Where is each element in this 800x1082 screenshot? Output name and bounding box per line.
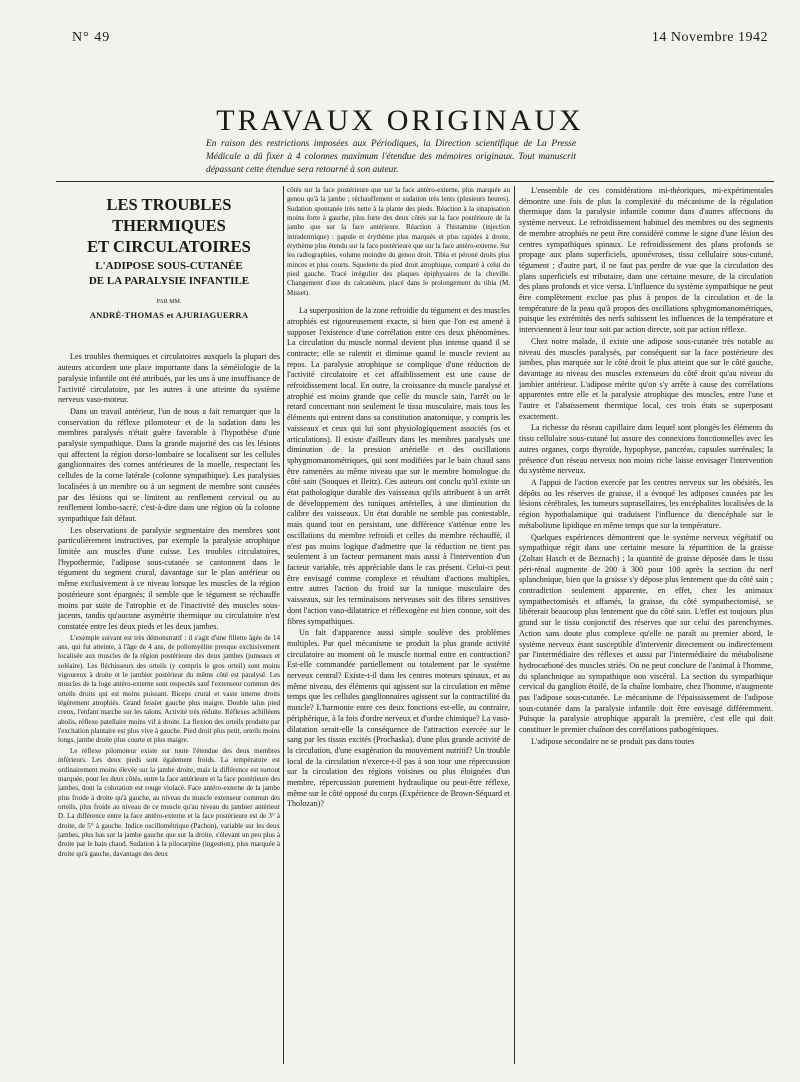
paragraph: Chez notre malade, il existe une adipose sous-cutanée très notable au niveau des muscles paralysés, par conséquent sur la face postérieure des jambes, plus marquée sur le côté droit le plus atteint que sur le côté gauche, davantage au niveau des muscles extenseurs du côté droit qu'au niveau du jambier antérieur. L'adipose mérite qu'on s'y arrête à cause des corrélations apparentes entre elle et la paralysie atrophique des muscles, entre l'une et l'autre et l'abaissement thermique local, ces trois états se superposant exactement. bbox=[519, 336, 773, 421]
paragraph: Les observations de paralysie segmentaire des membres sont particulièrement instructives, par exemple la paralysie atrophique limitée aux muscles d'une cuisse. Les troubles circulatoires, l'hypothermie, l'adipose sous-cutanée se cantonnent dans le tégument du segment crural, davantage sur le plan antérieur ou même exclusivement à ce niveau lorsque les muscles de la région postérieure sont épargnés; il semble que le tégument se réchauffe moins par suite de l'atrophie et de l'inactivité des muscles sous-jacents, tandis qu'aucune asymétrie thermique ou circulatoire n'est constatée entre les deux pieds et les deux jambes. bbox=[58, 525, 280, 631]
article-title-line-1: LES TROUBLES THERMIQUES bbox=[106, 195, 232, 235]
paragraph: A l'appui de l'action exercée par les centres nerveux sur les obésités, les dépôts ou les réserves de graisse, il a évoqué les adiposes causées par les lésions cérébrales, les tumeurs suprasellaires, les encéphalites localisées de la région hypothalamique qui traduisent l'influence du diencéphale sur le métabolisme lipidique en même temps que sur la température. bbox=[519, 477, 773, 530]
paragraph: Un fait d'apparence aussi simple soulève des problèmes multiples. Par quel mécanisme se produit la plus grande activité circulatoire au moment où le muscle normal entre en contraction? Est-elle commandée partiellement ou totalement par le système nerveux central? Existe-t-il dans les centres moteurs spinaux, et au même niveau, des éléments qui agissent sur la circulation en même temps que les cellules ganglionnaires agissent sur la contractilité du muscle? L'harmonie entre ces deux fonctions est-elle, au contraire, périphérique, à la fois d'ordre nerveux et d'ordre chimique? La vaso-dilatation serait-elle la conséquence de l'attraction exercée sur le sang par les tissus excités (Prochaska), d'une plus grande activité de la circulation, d'une exagération du mouvement nutritif? Un trouble local de la circulation n'exerce-t-il pas à son tour une répercussion sur la circulation des régions voisines ou plus éloignées d'un membre, répercussion purement hydraulique ou peut-être réflexe, même sur le côté opposé du corps (Expérience de Brown-Séquard et Tholozan)? bbox=[287, 628, 510, 809]
paragraph: Dans un travail antérieur, l'un de nous a fait remarquer que la conservation du réflexe pilomoteur et de la sudation dans les membres paralysés n'était guère favorable à l'hypothèse d'une paralysie sympathique. Dans la grande majorité des cas les lésions qui affectent la région dorso-lombaire se localisent sur les cellules ganglionnaires des cornes antérieures de la moelle, respectant les cellules de la corne latérale (colonne sympathique). Les paralysies localisées à un membre ou à un segment de membre sont causées par des lésions qui se limitent au renflement cervical ou au renflement lombo-sacré, c'est-à-dire dans une région où la colonne sympathique fait défaut. bbox=[58, 406, 280, 523]
paragraph: La richesse du réseau capillaire dans lequel sont plongés les éléments du tissu cellulaire sous-cutané lui assure des connexions fonctionnelles avec les autres organes, corps thyroïde, hypophyse, pancréas, capsules surrénales; la présence d'un réseau nerveux non moins riche laisse envisager l'intervention du système nerveux. bbox=[519, 423, 773, 476]
paragraph: Les troubles thermiques et circulatoires auxquels la plupart des auteurs accordent une place importante dans la séméiologie de la paralysie infantile ont été attribués, par les uns à une insuffisance de l'activité circulatoire, par les autres à une atteinte du système nerveux vaso-moteur. bbox=[58, 352, 280, 405]
article-subtitle-line-2: DE LA PARALYSIE INFANTILE bbox=[88, 275, 250, 287]
editorial-notice: En raison des restrictions imposées aux Périodiques, la Direction scientifique de La Presse Médicale a dû fixer à 4 colonnes maximum l'étendue des mémoires originaux. Tout manuscrit dépassant cette étendue sera retourné à son auteur. bbox=[206, 139, 576, 175]
paragraph: La superposition de la zone refroidie du tégument et des muscles atrophiés est rigoureusement exacte, si bien que l'on est amené à supposer l'existence d'une corrélation entre ces deux phénomènes. La circulation du muscle normal devient plus intense quand il se contracte; elle se ralentit et diminue quand le muscle revient au repos. La paralysie atrophique se complique d'une réduction de l'activité circulatoire et cet affaiblissement est une cause de refroidissement local. En outre, la croissance du muscle paralysé et atrophié est moins grande que celle du muscle sain, l'arrêt ou le retard concernant non seulement le tissu musculaire, mais tous les éléments qui entrent dans sa constitution anatomique, y compris les vaisseaux et ceux qui lui sont physiologiquement associés (os et articulations). Il existe d'ailleurs dans les membres paralysés une diminution de la pression artérielle et des oscillations sphygmomanométriques, qui sont modifiées par le bain chaud sans être ramenées au même niveau que sur le membre homologue du côté sain (Souques et Ileitz). Ces auteurs ont conclu qu'il existe un état pathologique durable des vaisseaux qu'ils attribuent à un arrêt de développement des tuniques artérielles, à une diminution du calibre des vaisseaux. Un état durable ne semble pas contestable, mais quand tout en persistant, une différence s'atténue entre les oscillations du membre refroidi et celles du membre réchauffé, il n'est pas moins logique d'admettre que la réduction ne tient pas seulement à un facteur permanent mais aussi à l'intervention d'un facteur variable, très appréciable dans le cas présent. Celui-ci peut être envisagé comme complexe et résultant d'actions multiples, entre autres l'action du froid sur la tunique musculaire des vaisseaux, sur les terminaisons nerveuses soit des fibres sensitives dont l'action vaso-dilatatrice et réflexogène est bien connue, soit des fibres sympathiques. bbox=[287, 306, 510, 626]
case-report-paragraph: L'exemple suivant est très démonstratif : il s'agit d'une fillette âgée de 14 ans, qui fut atteinte, à l'âge de 4 ans, de poliomyélite presque exclusivement localisée aux muscles de la région postérieure des deux jambes (jumeaux et soléaire). Les fléchisseurs des orteils (y compris le gros orteil) sont moins vigoureux à droite et le jambier postérieur du même côté est paralysé. Les muscles de la loge antéro-externe sont respectés sauf l'extenseur commun des orteils droits qui est moins puissant. Biceps crural et vaste interne droits légèrement atrophiés. Grand fessier gauche plus maigre. Double talus pied creux, l'enfant marche sur les talons. Activité très réduite. Réflexes achilléens abolis, réflexe patellaire moins vif à droite. La flexion des orteils produite par l'excitation plantaire est plus vive à gauche. Pied droit plus petit, orteils moins longs, jambe droite plus courte et plus maigre. bbox=[58, 633, 280, 745]
column-1 bbox=[58, 186, 280, 1066]
case-report-paragraph: côtés sur la face postérieure que sur la face antéro-externe, plus marquée au genou qu'à la jambe ; réchauffement et sudation très lents (plusieurs heures). Sudation spontanée très nette à la plante des pieds. Réaction à la sinapisation moins forte à gauche, plus forte des deux côtés sur la face postérieure de la jambe que sur la face antérieure. Réaction à l'histamine (injection intradermique) : papule et érythème plus marqués et plus rapides à droite, érythème plus étendu sur la face postérieure que sur la face antéro-externe. Sur les radiographies, volume moindre du genou droit. Tibia et péroné droits plus minces et plus courts. Squelette du pied droit atrophique, comparé à celui du pied gauche. Tracé irrégulier des plaques épiphysaires de la cheville. Changement d'axe du calcanéum, placé dans le prolongement du tibia (M. Misset). bbox=[287, 186, 510, 297]
case-report-paragraph: Le réflexe pilomoteur existe sur toute l'étendue des deux membres inférieurs. Les deux pieds sont également froids. La température est ordinairement moins élevée sur la jambe droite, mais la différence est surtout marquée, pour les deux côtés, entre la face antérieure et la face postérieure des jambes, dont la coloration est rouge violacé. Face antéro-externe de la jambe plus froide à droite qu'à gauche, au niveau du muscle extenseur commun des orteils, plus froide au niveau de ce muscle qu'au niveau du jambier antérieur D. La différence entre la face antéro-externe et la face postérieure est de 3° à droite, de 5° à gauche. Indice oscillométrique (Pachon), variable sur les deux jambes, plus bas sur la jambe gauche que sur la droite, s'élevant un peu plus à droite par le bain chaud. Sudation à la pilocarpine (ingestion), plus marquée à droite qu'à gauche, davantage des deux bbox=[58, 746, 280, 858]
column-divider-2 bbox=[514, 186, 515, 1064]
issue-number: N° 49 bbox=[72, 30, 111, 45]
column-divider-1 bbox=[283, 186, 284, 1064]
column-2 bbox=[287, 186, 510, 1066]
article-title bbox=[58, 194, 280, 257]
article-title-line-2: ET CIRCULATOIRES bbox=[87, 237, 251, 256]
column-3 bbox=[519, 186, 773, 1066]
paragraph: Quelques expériences démontrent que le système nerveux végétatif ou sympathique régit dans une certaine mesure la répartition de la graisse (Zoltan Hasch et de Beznach) ; la quantité de graisse déposée dans le tissu péri-rénal augmente de 200 à 300 pour 100 après la section du nerf splanchnique, bien que la graisse s'y dépose plus lentement que du côté sain ; contradiction seulement apparente, en effet, chez les animaux sympathectomisés et affamés, la graisse, du côté sympathectomisé, se libérerait beaucoup plus lentement que du côté sain. L'effet est toujours plus grand sur le tissu conjonctif des réserves que sur celui des parenchymes. Action sans doute plus complexe qu'elle ne paraît au premier abord, le système nerveux étant susceptible d'intervenir directement ou indirectement par l'intermédiaire des réflexes et aussi par l'intermédiaire du métabolisme hydrocarboné des muscles striés. On ne peut conclure de l'animal à l'homme, du splanchnique au sympathique non viscéral. La section du sympathique cervical du ganglion étoilé, de la chaîne lombaire, chez l'homme, n'augmente pas l'adipose sous-cutanée. Le mécanisme de l'épaississement de l'adipose sous-cutanée dans la paralysie infantile doit être envisagé différemment. Puisque la paralysie atrophique apparaît la première, c'est elle qui doit constituer le premier chaînon des corrélations pathogéniques. bbox=[519, 532, 773, 735]
paragraph: L'ensemble de ces considérations mi-théoriques, mi-expérimentales démontre une fois de plus la complexité du mécanisme de la régulation thermique dans la paralysie infantile comme dans d'autres affections du système nerveux. Le refroidissement habituel des membres ou des segments de membre atrophiés ne peut être considéré comme le signe d'une lésion des centres sympathiques spinaux. Le refroidissement des plans profonds se propage aux plans superficiels, aponévroses, tissu cellulaire sous-cutané, tégument ; d'autre part, il ne faut pas perdre de vue que la circulation des plans superficiels est tributaire, dans une certaine mesure, de la circulation des plans profonds et vice versa. L'influence du système sympathique ne peut être complètement exclue pas plus à propos de la circulation et de la température de la peau qu'à propos des oscillations sphygmomanométriques, puisque les extrémités des nerfs subissent les influences de la température et interviennent à leur tour soit par action directe, soit par action réflexe. bbox=[519, 186, 773, 335]
article-authors: ANDRÉ-THOMAS et AJURIAGUERRA bbox=[89, 309, 249, 320]
issue-date: 14 Novembre 1942 bbox=[651, 30, 768, 45]
by-label: PAR MM. bbox=[156, 299, 182, 305]
article-subtitle-line-1: L'ADIPOSE SOUS-CUTANÉE bbox=[95, 260, 243, 272]
section-title: TRAVAUX ORIGINAUX bbox=[216, 104, 584, 138]
article-subtitle bbox=[58, 259, 280, 289]
header-rule bbox=[56, 181, 774, 182]
paragraph: L'adipose secondaire ne se produit pas dans toutes bbox=[531, 736, 695, 746]
